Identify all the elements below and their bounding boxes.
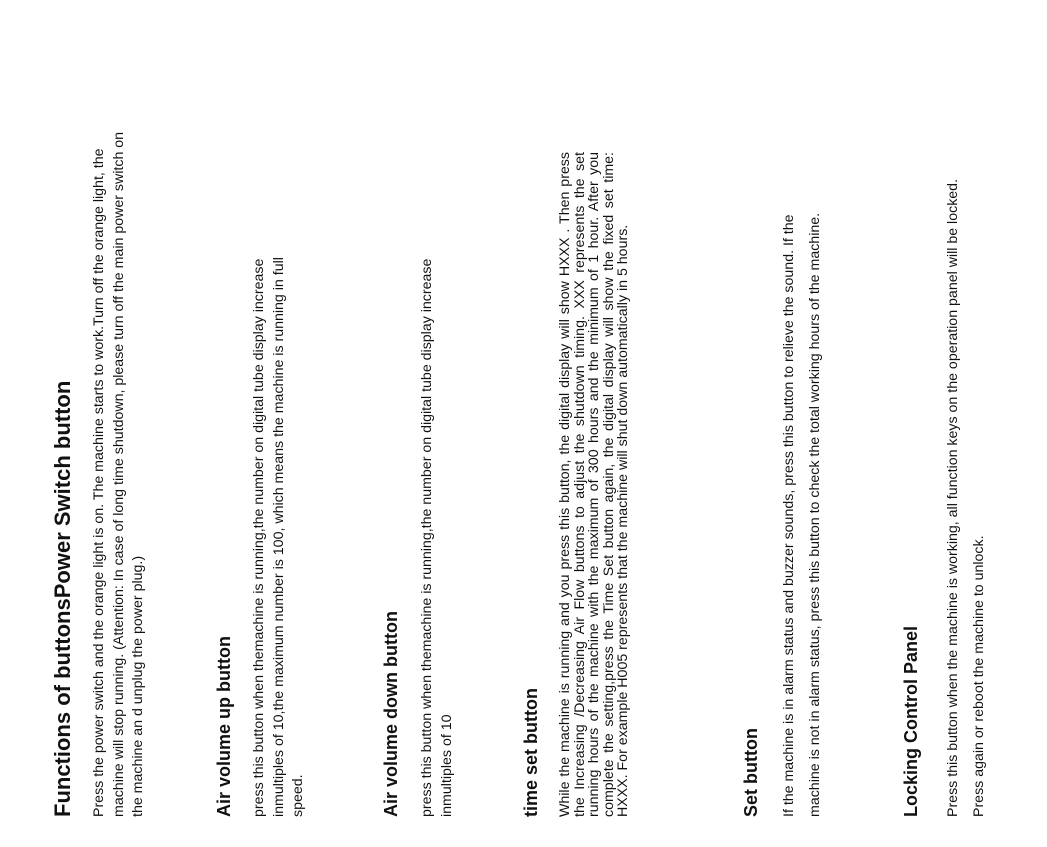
page-title [50, 117, 76, 817]
section-heading-set-button: Set button [741, 728, 761, 817]
section-body-air-volume-up: press this button when themachine is running,the number on digital tube display increase inmultiples of 10,the maximum number is 100, which means the machine is running in full speed. [251, 257, 306, 817]
section-body-time-set: While the machine is running and you press this button, the digital display will show HXXX . Then press the Increasing /Decreasing Air Flow buttons to adjust the shutdown timing. XXX represents the set running hours of the machine with the maximum of 300 hours and the minimum of 1 hour. After you complete the setting,press the Time Set button again, the digital display will show the fixed set time: HXXX. For example H005 represents that the machine will shut down automatically in 5 hours. [557, 152, 631, 817]
section-heading-time-set: time set button [521, 688, 541, 817]
section-heading-locking-control-panel: Locking Control Panel [901, 625, 921, 817]
section-body-locking-control-panel: Press this button when the machine is working, all function keys on the operation panel will be locked. Press again or reboot the machine to unlock. [945, 178, 987, 817]
section-heading-air-volume-up: Air volume up button [214, 636, 234, 817]
rotated-content [0, 87, 1047, 847]
intro-paragraph: Press the power switch and the orange light is on. The machine starts to work.Turn off the orange light, the machine will stop running. (Attention: In case of long time shutdown, please turn off the main power switch on the machine an d unplug the power plug.) [91, 131, 146, 817]
section-body-air-volume-down: press this button when themachine is running,the number on digital tube display increase inmultiples of 10 [419, 258, 455, 817]
title-part-1: Functions of buttons [50, 598, 75, 817]
title-part-2: Power Switch button [50, 380, 75, 599]
section-heading-air-volume-down: Air volume down button [381, 611, 401, 817]
section-body-set-button: If the machine is in alarm status and buzzer sounds, press this button to relieve the sound. If the machine is not in alarm status, press this button to check the total working hours of the machine. [781, 212, 823, 817]
